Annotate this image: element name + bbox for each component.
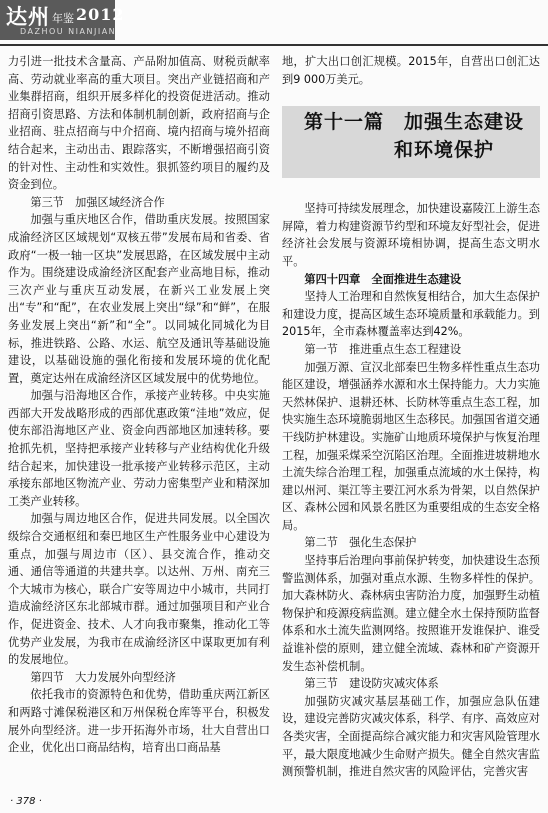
section-heading: 第三节 建设防灾减灾体系 [304,677,439,691]
paragraph: 坚持可持续发展理念，加快建设嘉陵江上游生态屏障，着力构建资源节约型和环境友好型社会，促进经济社会发展与资源环境相协调，提高生态文明水平。 [282,202,540,268]
right-column [282,53,540,781]
yearbook-year: 2012 [76,5,125,24]
header-rule [0,44,548,46]
yearbook-title: 达州 [6,5,50,29]
paragraph: 加强防灾减灾基层基础工作，加强应急队伍建设，建设完善防灾减灾体系，科学、有序、高效应对各类灾害，全面提高综合减灾能力和灾害风险管理水平，最大限度地减少生命财产损失。健全自然灾害监测预警机制，推进自然灾害的风险评估，完善灾害 [282,694,540,779]
paragraph: 加强万源、宣汉北部秦巴生物多样性重点生态功能区建设，增强涵养水源和水土保持能力。大力实施天然林保护、退耕还林、长防林等重点生态工程，加快实施生态环境脆弱地区生态移民。加强国省道交通干线防护林建设。实施矿山地质环境保护与恢复治理工程，加强采煤采空沉陷区治理。全面推进坡耕地水土流失综合治理工程，加强重点流域的水土保持，构建以州河、渠江等主要江河水系为骨架，以自然保护区、森林公园和风景名胜区为重要组成的生态安全格局。 [282,360,540,532]
paragraph: 加强与沿海地区合作，承接产业转移。中央实施西部大开发战略形成的西部优惠政策“洼地”效应，促使东部沿海地区产业、资金向西部地区加速转移。要抢抓先机，坚持把承接产业转移与产业结构优化升级结合起来，加快建设一批承接产业转移示范区，主动承接东部地区物流产业、劳动力密集型产业和精深加工类产业转移。 [8,389,270,508]
section-heading: 第三节 加强区域经济合作 [30,195,165,209]
left-column [8,53,270,757]
paragraph: 加强与重庆地区合作，借助重庆发展。按照国家成渝经济区区域规划“双核五带”发展布局和省委、省政府“一极一轴一区块”发展思路，在区域发展中主动作为。围绕建设成渝经济区配套产业高地目标，推动三次产业与重庆互动发展，在新兴工业发展上突出“专”和“配”，在农业发展上突出“绿”和“鲜”，在服务业发展上突出“新”和“全”。以同城化同城化为目标，推进铁路、公路、水运、航空及通讯等基础设施建设，以基础设施的强化衔接和发展环境的优化配置，奠定达州在成渝经济区区域发展中的优势地位。 [8,213,270,385]
part-title-line2: 和环境保护 [394,139,495,162]
part-title-line1: 第十一篇 加强生态建设 [304,111,525,134]
paragraph: 坚持事后治理向事前保护转变，加快建设生态预警监测体系，加强对重点水源、生物多样性的保护。加大森林防火、森林病虫害防治力度，加强野生动植物保护和疫源疫病监测。建立健全水土保持预防监督体系和水土流失监测网络。按照谁开发谁保护、谁受益谁补偿的原则，建立健全流域、森林和矿产资源开发生态补偿机制。 [282,554,540,673]
chapter-heading: 第四十四章 全面推进生态建设 [304,272,462,286]
part-title-banner [282,106,540,178]
paragraph: 坚持人工治理和自然恢复相结合，加大生态保护和建设力度，提高区域生态环境质量和承载能力。到2015年，全市森林覆盖率达到42%。 [282,290,540,339]
section-heading: 第二节 强化生态保护 [304,536,417,550]
paragraph: 加强与周边地区合作，促进共同发展。以全国次级综合交通枢纽和秦巴地区生产性服务业中心建设为重点，加强与周边市（区）、县交流合作，推动交通、通信等通道的共建共享。以达州、万州、南充三个大城市为核心，联合广安等周边中小城市，共同打造成渝经济区东北部城市群。通过加强项目和产业合作，促进资金、技术、人才向我市聚集，推动化工等优势产业发展，为我市在成渝经济区中谋取更加有利的发展地位。 [8,512,270,667]
yearbook-label: 年鉴 [52,12,74,25]
page-number: · 378 · [10,796,42,807]
paragraph: 地，扩大出口创汇规模。2015年，自营出口创汇达到9 000万美元。 [282,55,540,86]
yearbook-subtitle: DAZHOU NIANJIAN [20,27,117,36]
paragraph: 力引进一批技术含量高、产品附加值高、财税贡献率高、劳动就业率高的重大项目。突出产业链招商和产业集群招商，组织开展多样化的投资促进活动。推动招商引资思路、方法和体制机制创新，政府招商与企业招商、驻点招商与中介招商、境内招商与境外招商结合起来，主动出击、跟踪落实，不断增强招商引资的针对性、主动性和实效性。狠抓签约项目的履约及资金到位。 [8,55,270,192]
section-heading: 第一节 推进重点生态工程建设 [304,342,462,356]
section-heading: 第四节 大力发展外向型经济 [30,670,176,684]
page-header [0,0,548,48]
paragraph: 依托我市的资源特色和优势，借助重庆两江新区和两路寸滩保税港区和万州保税仓库等平台，积极发展外向型经济。进一步开拓海外市场，壮大自营出口企业，优化出口商品结构，培育出口商品基 [8,688,270,755]
